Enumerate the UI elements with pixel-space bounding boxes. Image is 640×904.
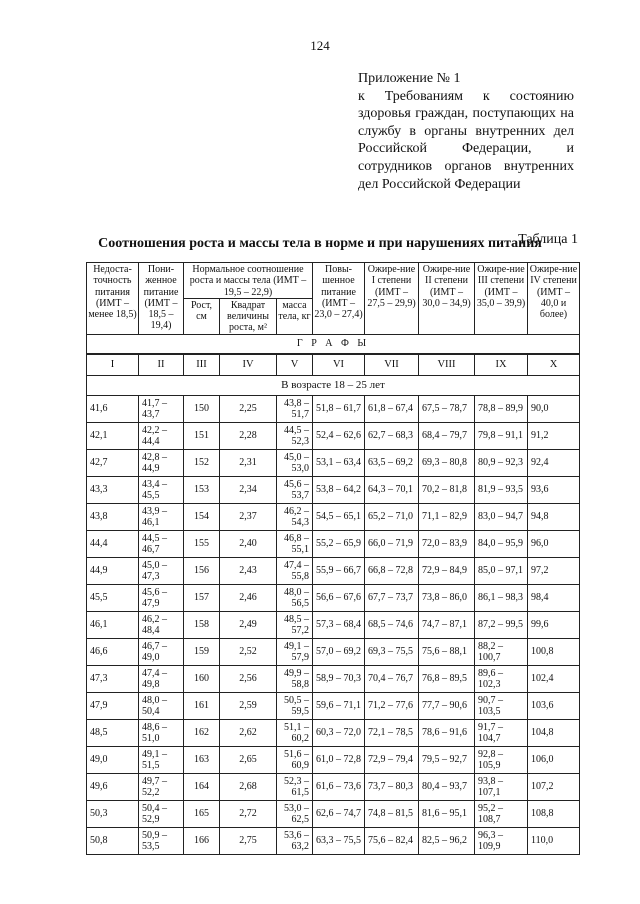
bmi-table — [86, 262, 580, 855]
table-cell: 55,2 – 65,9 — [313, 530, 365, 557]
table-cell: 74,7 – 87,1 — [419, 611, 475, 638]
table-cell: 161 — [184, 692, 220, 719]
table-cell: 43,8 — [87, 503, 139, 530]
table-cell: 53,6 – 63,2 — [277, 827, 313, 854]
table-cell: 80,9 – 92,3 — [475, 449, 528, 476]
table-cell: 43,3 — [87, 476, 139, 503]
grafy-label: Г Р А Ф Ы — [87, 334, 580, 354]
header-height: Рост, см — [184, 298, 220, 334]
table-row — [87, 638, 580, 665]
table-cell: 57,0 – 69,2 — [313, 638, 365, 665]
table-cell: 156 — [184, 557, 220, 584]
table-cell: 2,56 — [220, 665, 277, 692]
table-cell: 56,6 – 67,6 — [313, 584, 365, 611]
table-row — [87, 476, 580, 503]
column-number: V — [277, 354, 313, 376]
table-cell: 103,6 — [528, 692, 580, 719]
table-cell: 65,2 – 71,0 — [365, 503, 419, 530]
table-cell: 86,1 – 98,3 — [475, 584, 528, 611]
table-cell: 53,0 – 62,5 — [277, 800, 313, 827]
table-cell: 44,5 – 52,3 — [277, 422, 313, 449]
table-cell: 43,4 – 45,5 — [139, 476, 184, 503]
table-cell: 46,1 — [87, 611, 139, 638]
table-cell: 49,9 – 58,8 — [277, 665, 313, 692]
column-number: IX — [475, 354, 528, 376]
table-cell: 45,0 – 53,0 — [277, 449, 313, 476]
table-cell: 45,6 – 47,9 — [139, 584, 184, 611]
table-cell: 2,68 — [220, 773, 277, 800]
table-cell: 49,0 — [87, 746, 139, 773]
table-cell: 42,2 – 44,4 — [139, 422, 184, 449]
table-cell: 45,0 – 47,3 — [139, 557, 184, 584]
table-cell: 44,9 — [87, 557, 139, 584]
table-row — [87, 773, 580, 800]
table-cell: 95,2 – 108,7 — [475, 800, 528, 827]
table-cell: 90,7 – 103,5 — [475, 692, 528, 719]
table-cell: 151 — [184, 422, 220, 449]
table-cell: 50,9 – 53,5 — [139, 827, 184, 854]
table-cell: 96,0 — [528, 530, 580, 557]
table-cell: 78,6 – 91,6 — [419, 719, 475, 746]
table-row — [87, 746, 580, 773]
table-cell: 164 — [184, 773, 220, 800]
table-cell: 2,62 — [220, 719, 277, 746]
table-row — [87, 395, 580, 422]
header-obesity-1: Ожире-ние I степени (ИМТ – 27,5 – 29,9) — [365, 263, 419, 335]
column-number: II — [139, 354, 184, 376]
header-obesity-2: Ожире-ние II степени (ИМТ – 30,0 – 34,9) — [419, 263, 475, 335]
table-row — [87, 449, 580, 476]
column-number: I — [87, 354, 139, 376]
table-cell: 74,8 – 81,5 — [365, 800, 419, 827]
table-cell: 43,8 – 51,7 — [277, 395, 313, 422]
table-cell: 46,7 – 49,0 — [139, 638, 184, 665]
table-cell: 48,0 – 56,5 — [277, 584, 313, 611]
table-row — [87, 503, 580, 530]
header-height-squared: Квадрат величины роста, м² — [220, 298, 277, 334]
table-cell: 51,6 – 60,9 — [277, 746, 313, 773]
table-cell: 104,8 — [528, 719, 580, 746]
table-row — [87, 422, 580, 449]
table-cell: 166 — [184, 827, 220, 854]
table-cell: 67,7 – 73,7 — [365, 584, 419, 611]
table-cell: 60,3 – 72,0 — [313, 719, 365, 746]
table-row — [87, 800, 580, 827]
table-cell: 87,2 – 99,5 — [475, 611, 528, 638]
table-cell: 78,8 – 89,9 — [475, 395, 528, 422]
table-cell: 46,6 — [87, 638, 139, 665]
table-cell: 66,0 – 71,9 — [365, 530, 419, 557]
column-numbers-row — [87, 354, 580, 376]
table-cell: 41,7 – 43,7 — [139, 395, 184, 422]
table-cell: 163 — [184, 746, 220, 773]
table-cell: 2,43 — [220, 557, 277, 584]
table-cell: 71,2 – 77,6 — [365, 692, 419, 719]
table-cell: 72,9 – 79,4 — [365, 746, 419, 773]
table-cell: 2,34 — [220, 476, 277, 503]
table-cell: 42,7 — [87, 449, 139, 476]
table-cell: 2,25 — [220, 395, 277, 422]
table-row — [87, 719, 580, 746]
table-cell: 162 — [184, 719, 220, 746]
table-cell: 2,65 — [220, 746, 277, 773]
table-cell: 64,3 – 70,1 — [365, 476, 419, 503]
table-cell: 2,31 — [220, 449, 277, 476]
table-cell: 102,4 — [528, 665, 580, 692]
table-cell: 99,6 — [528, 611, 580, 638]
column-number: IV — [220, 354, 277, 376]
table-cell: 93,8 – 107,1 — [475, 773, 528, 800]
table-cell: 70,4 – 76,7 — [365, 665, 419, 692]
table-cell: 97,2 — [528, 557, 580, 584]
table-row — [87, 557, 580, 584]
table-cell: 54,5 – 65,1 — [313, 503, 365, 530]
header-undernutrition: Недоста-точность питания (ИМТ – менее 18,5) — [87, 263, 139, 335]
table-cell: 61,8 – 67,4 — [365, 395, 419, 422]
column-number: VI — [313, 354, 365, 376]
table-cell: 107,2 — [528, 773, 580, 800]
header-mass: масса тела, кг — [277, 298, 313, 334]
table-cell: 155 — [184, 530, 220, 557]
table-cell: 81,6 – 95,1 — [419, 800, 475, 827]
table-cell: 63,3 – 75,5 — [313, 827, 365, 854]
column-number: VIII — [419, 354, 475, 376]
table-cell: 58,9 – 70,3 — [313, 665, 365, 692]
table-row — [87, 611, 580, 638]
table-cell: 154 — [184, 503, 220, 530]
table-cell: 150 — [184, 395, 220, 422]
table-cell: 52,3 – 61,5 — [277, 773, 313, 800]
table-cell: 41,6 — [87, 395, 139, 422]
age-group-row — [87, 375, 580, 395]
table-cell: 2,72 — [220, 800, 277, 827]
table-cell: 45,5 — [87, 584, 139, 611]
table-cell: 93,6 — [528, 476, 580, 503]
header-obesity-4: Ожире-ние IV степени (ИМТ – 40,0 и более) — [528, 263, 580, 335]
table-cell: 100,8 — [528, 638, 580, 665]
table-row — [87, 692, 580, 719]
table-cell: 51,8 – 61,7 — [313, 395, 365, 422]
table-cell: 165 — [184, 800, 220, 827]
header-reduced-nutrition: Пони-женное питание (ИМТ – 18,5 – 19,4) — [139, 263, 184, 335]
table-cell: 44,4 — [87, 530, 139, 557]
grafy-row — [87, 334, 580, 354]
table-cell: 75,6 – 88,1 — [419, 638, 475, 665]
table-cell: 50,4 – 52,9 — [139, 800, 184, 827]
table-cell: 92,8 – 105,9 — [475, 746, 528, 773]
table-row — [87, 827, 580, 854]
table-cell: 55,9 – 66,7 — [313, 557, 365, 584]
table-cell: 108,8 — [528, 800, 580, 827]
table-row — [87, 530, 580, 557]
table-cell: 73,8 – 86,0 — [419, 584, 475, 611]
table-cell: 63,5 – 69,2 — [365, 449, 419, 476]
table-cell: 2,59 — [220, 692, 277, 719]
table-cell: 157 — [184, 584, 220, 611]
table-cell: 88,2 – 100,7 — [475, 638, 528, 665]
table-cell: 91,2 — [528, 422, 580, 449]
table-caption: Соотношения роста и массы тела в норме и при нарушениях питания — [98, 236, 542, 251]
table-cell: 69,3 – 75,5 — [365, 638, 419, 665]
table-cell: 62,7 – 68,3 — [365, 422, 419, 449]
table-cell: 52,4 – 62,6 — [313, 422, 365, 449]
table-cell: 2,37 — [220, 503, 277, 530]
table-cell: 42,1 — [87, 422, 139, 449]
table-cell: 2,49 — [220, 611, 277, 638]
table-cell: 47,9 — [87, 692, 139, 719]
table-cell: 82,5 – 96,2 — [419, 827, 475, 854]
table-cell: 48,5 — [87, 719, 139, 746]
header-increased-nutrition: Повы-шенное питание (ИМТ – 23,0 – 27,4) — [313, 263, 365, 335]
table-cell: 44,5 – 46,7 — [139, 530, 184, 557]
table-cell: 2,40 — [220, 530, 277, 557]
table-cell: 46,8 – 55,1 — [277, 530, 313, 557]
table-cell: 85,0 – 97,1 — [475, 557, 528, 584]
age-group-label: В возрасте 18 – 25 лет — [87, 375, 580, 395]
table-cell: 47,4 – 49,8 — [139, 665, 184, 692]
table-cell: 110,0 — [528, 827, 580, 854]
column-number: VII — [365, 354, 419, 376]
table-cell: 72,1 – 78,5 — [365, 719, 419, 746]
table-cell: 77,7 – 90,6 — [419, 692, 475, 719]
table-cell: 51,1 – 60,2 — [277, 719, 313, 746]
table-cell: 91,7 – 104,7 — [475, 719, 528, 746]
table-cell: 153 — [184, 476, 220, 503]
column-number: III — [184, 354, 220, 376]
header-obesity-3: Ожире-ние III степени (ИМТ – 35,0 – 39,9) — [475, 263, 528, 335]
table-cell: 50,3 — [87, 800, 139, 827]
table-cell: 2,46 — [220, 584, 277, 611]
table-cell: 53,1 – 63,4 — [313, 449, 365, 476]
appendix-body: к Требованиям к состоянию здоровья граждан, поступающих на службу в органы внутренних дел Российской Федерации, и сотрудников органов внутренних дел Российской Федерации — [358, 88, 574, 192]
appendix-title: Приложение № 1 — [358, 71, 461, 86]
table-row — [87, 665, 580, 692]
table-cell: 67,5 – 78,7 — [419, 395, 475, 422]
table-cell: 98,4 — [528, 584, 580, 611]
table-cell: 49,1 – 57,9 — [277, 638, 313, 665]
table-cell: 61,0 – 72,8 — [313, 746, 365, 773]
table-cell: 45,6 – 53,7 — [277, 476, 313, 503]
table-cell: 48,0 – 50,4 — [139, 692, 184, 719]
table-cell: 160 — [184, 665, 220, 692]
table-cell: 53,8 – 64,2 — [313, 476, 365, 503]
table-cell: 46,2 – 48,4 — [139, 611, 184, 638]
table-cell: 47,3 — [87, 665, 139, 692]
table-cell: 70,2 – 81,8 — [419, 476, 475, 503]
table-cell: 73,7 – 80,3 — [365, 773, 419, 800]
table-cell: 2,75 — [220, 827, 277, 854]
table-cell: 90,0 — [528, 395, 580, 422]
table-cell: 96,3 – 109,9 — [475, 827, 528, 854]
table-cell: 43,9 – 46,1 — [139, 503, 184, 530]
table-cell: 92,4 — [528, 449, 580, 476]
table-cell: 72,0 – 83,9 — [419, 530, 475, 557]
table-cell: 71,1 – 82,9 — [419, 503, 475, 530]
table-cell: 57,3 – 68,4 — [313, 611, 365, 638]
page-number: 124 — [310, 38, 330, 53]
table-cell: 48,5 – 57,2 — [277, 611, 313, 638]
table-body — [87, 395, 580, 854]
table-cell: 68,5 – 74,6 — [365, 611, 419, 638]
table-cell: 47,4 – 55,8 — [277, 557, 313, 584]
table-cell: 2,28 — [220, 422, 277, 449]
table-row — [87, 584, 580, 611]
table-cell: 81,9 – 93,5 — [475, 476, 528, 503]
table-cell: 50,8 — [87, 827, 139, 854]
table-cell: 49,1 – 51,5 — [139, 746, 184, 773]
table-cell: 89,6 – 102,3 — [475, 665, 528, 692]
table-cell: 61,6 – 73,6 — [313, 773, 365, 800]
table-cell: 83,0 – 94,7 — [475, 503, 528, 530]
appendix-heading — [358, 70, 574, 193]
table-cell: 76,8 – 89,5 — [419, 665, 475, 692]
table-label: Таблица 1 — [518, 232, 578, 247]
table-cell: 106,0 — [528, 746, 580, 773]
table-cell: 72,9 – 84,9 — [419, 557, 475, 584]
table-cell: 68,4 – 79,7 — [419, 422, 475, 449]
table-cell: 48,6 – 51,0 — [139, 719, 184, 746]
column-number: X — [528, 354, 580, 376]
table-cell: 42,8 – 44,9 — [139, 449, 184, 476]
table-cell: 49,7 – 52,2 — [139, 773, 184, 800]
table-cell: 66,8 – 72,8 — [365, 557, 419, 584]
table-cell: 50,5 – 59,5 — [277, 692, 313, 719]
table-cell: 159 — [184, 638, 220, 665]
table-cell: 79,8 – 91,1 — [475, 422, 528, 449]
table-cell: 80,4 – 93,7 — [419, 773, 475, 800]
table-cell: 69,3 – 80,8 — [419, 449, 475, 476]
table-cell: 75,6 – 82,4 — [365, 827, 419, 854]
table-cell: 94,8 — [528, 503, 580, 530]
table-cell: 46,2 – 54,3 — [277, 503, 313, 530]
header-row — [87, 263, 580, 299]
header-normal-group: Нормальное соотношение роста и массы тела (ИМТ – 19,5 – 22,9) — [184, 263, 313, 299]
table-cell: 79,5 – 92,7 — [419, 746, 475, 773]
table-cell: 84,0 – 95,9 — [475, 530, 528, 557]
table-cell: 2,52 — [220, 638, 277, 665]
table-cell: 59,6 – 71,1 — [313, 692, 365, 719]
table-cell: 152 — [184, 449, 220, 476]
table-cell: 62,6 – 74,7 — [313, 800, 365, 827]
table-cell: 158 — [184, 611, 220, 638]
table-cell: 49,6 — [87, 773, 139, 800]
